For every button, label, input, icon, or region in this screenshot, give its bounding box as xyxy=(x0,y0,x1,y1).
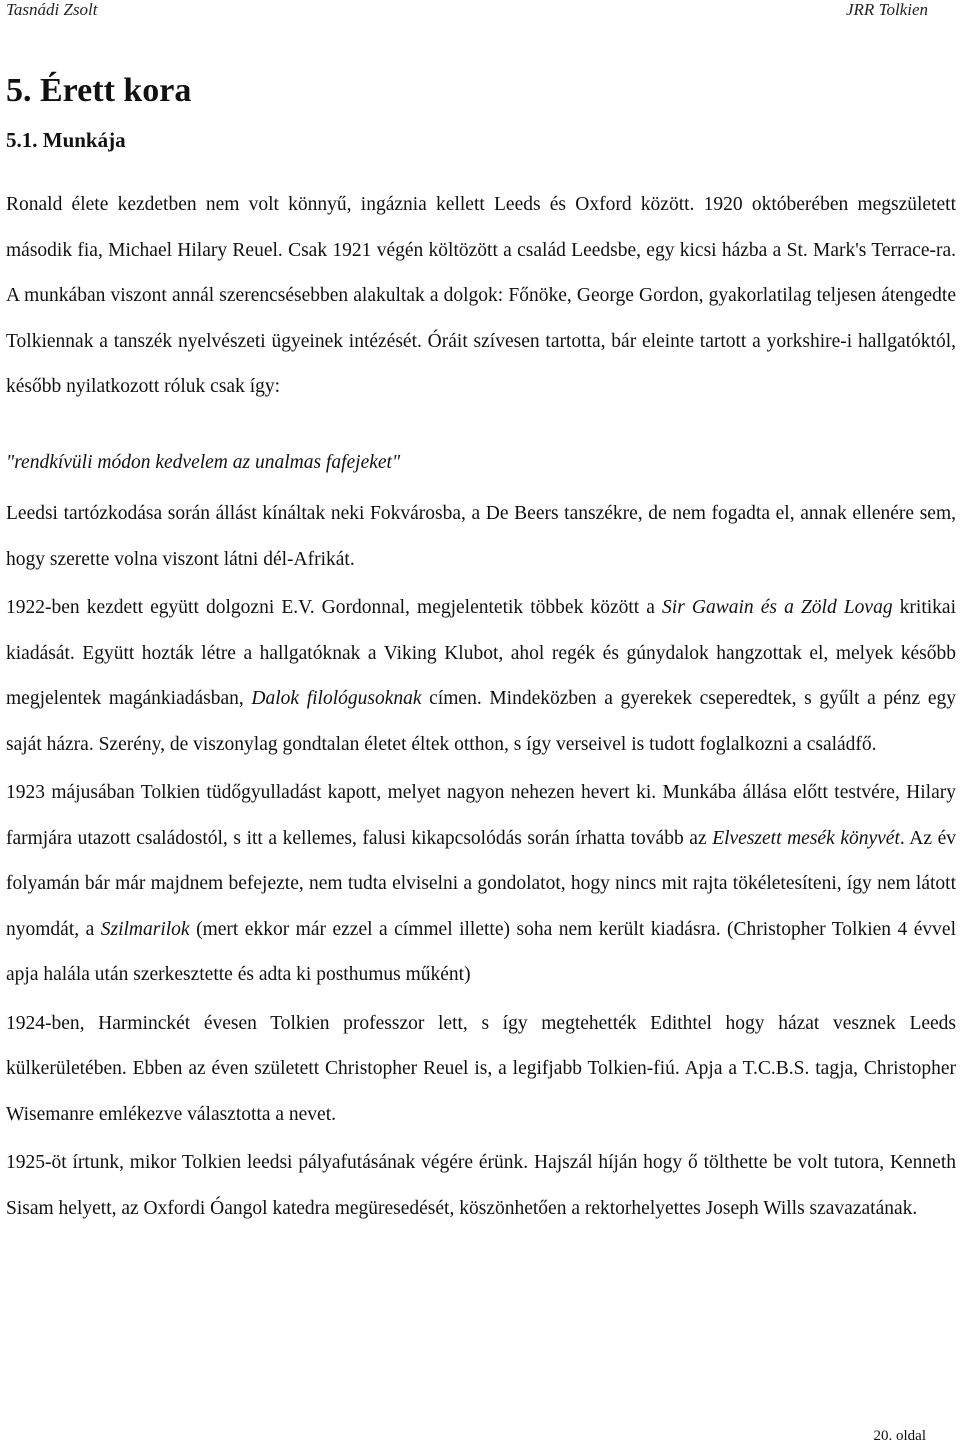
paragraph-3-text-c: címen. Mindeközben a gyerekek cseperedtek, s gyűlt a pénz egy saját házra. Szerény, de viszonylag gondtalan életet éltek otthon, s így verseivel is tudott foglalkozni a családfő. xyxy=(6,688,956,755)
paragraph-3-text-a: 1922-ben kezdett együtt dolgozni E.V. Gordonnal, megjelentetik többek között a xyxy=(6,597,663,618)
book-title-elveszett-mesek: Elveszett mesék könyvét xyxy=(712,827,900,849)
book-title-dalok: Dalok filológusoknak xyxy=(251,688,422,709)
paragraph-4-text-c: (mert ekkor már ezzel a címmel illette) soha nem került kiadásra. (Christopher Tolkien 4 évvel apja halála után szerkesztette és adta ki posthumus műként) xyxy=(6,918,956,985)
paragraph-3 xyxy=(6,585,956,767)
section-title: 5.1. Munkája xyxy=(6,128,126,152)
quote: "rendkívüli módon kedvelem az unalmas fafejeket" xyxy=(6,451,401,473)
header-author: Tasnádi Zsolt xyxy=(6,0,98,19)
paragraph-3-text-b: kritikai kiadását. Együtt hozták létre a hallgatóknak a Viking Klubot, ahol regék és gúnydalok hangzottak el, melyek később megjelentek magánkiadásban, xyxy=(6,597,956,709)
chapter-title: 5. Érett kora xyxy=(6,72,192,109)
running-header xyxy=(6,0,928,22)
paragraph-2: Leedsi tartózkodása során állást kínáltak neki Fokvárosba, a De Beers tanszékre, de nem fogadta el, annak ellenére sem, hogy szerette volna viszont látni dél-Afrikát. xyxy=(6,503,956,570)
header-subject: JRR Tolkien xyxy=(846,0,928,19)
body-text xyxy=(6,182,956,1231)
paragraph-5: 1924-ben, Harminckét évesen Tolkien professzor lett, s így megtehették Edithtel hogy házat vesznek Leeds külkerületében. Ebben az éven született Christopher Reuel is, a legifjabb Tolkien-fiú. Apja a T.C.B.S. tagja, Christopher Wisemanre emlékezve választotta a nevet. xyxy=(6,1012,956,1125)
paragraph-4-text-a: 1923 májusában Tolkien tüdőgyulladást kapott, melyet nagyon nehezen hevert ki. Munkába állása előtt testvére, Hilary farmjára utazott családostól, s itt a kellemes, falusi kikapcsolódás során írhatta tovább az xyxy=(6,782,956,849)
paragraph-4-text-b: . Az év folyamán bár már majdnem befejezte, nem tudta elviselni a gondolatot, hogy nincs mit rajta tökéletesíteni, így nem látott nyomdát, a xyxy=(6,827,956,940)
page-number: 20. oldal xyxy=(873,1428,926,1444)
book-title-szilmarilok: Szilmarilok xyxy=(100,918,190,940)
paragraph-4 xyxy=(6,770,956,998)
paragraph-6: 1925-öt írtunk, mikor Tolkien leedsi pályafutásának végére érünk. Hajszál híján hogy ő tölthette be volt tutora, Kenneth Sisam helyett, az Oxfordi Óangol katedra megüresedését, köszönhetően a rektorhelyettes Joseph Wills szavazatának. xyxy=(6,1152,956,1219)
paragraph-1: Ronald élete kezdetben nem volt könnyű, ingáznia kellett Leeds és Oxford között. 1920 októberében megszületett második fia, Michael Hilary Reuel. Csak 1921 végén költözött a család Leedsbe, egy kicsi házba a St. Mark's Terrace-ra. A munkában viszont annál szerencsésebben alakultak a dolgok: Főnöke, George Gordon, gyakorlatilag teljesen átengedte Tolkiennak a tanszék nyelvészeti ügyeinek intézését. Óráit szívesen tartotta, bár eleinte tartott a yorkshire-i hallgatóktól, később nyilatkozott róluk csak így: xyxy=(6,194,956,397)
book-title-sir-gawain: Sir Gawain és a Zöld Lovag xyxy=(662,597,893,618)
